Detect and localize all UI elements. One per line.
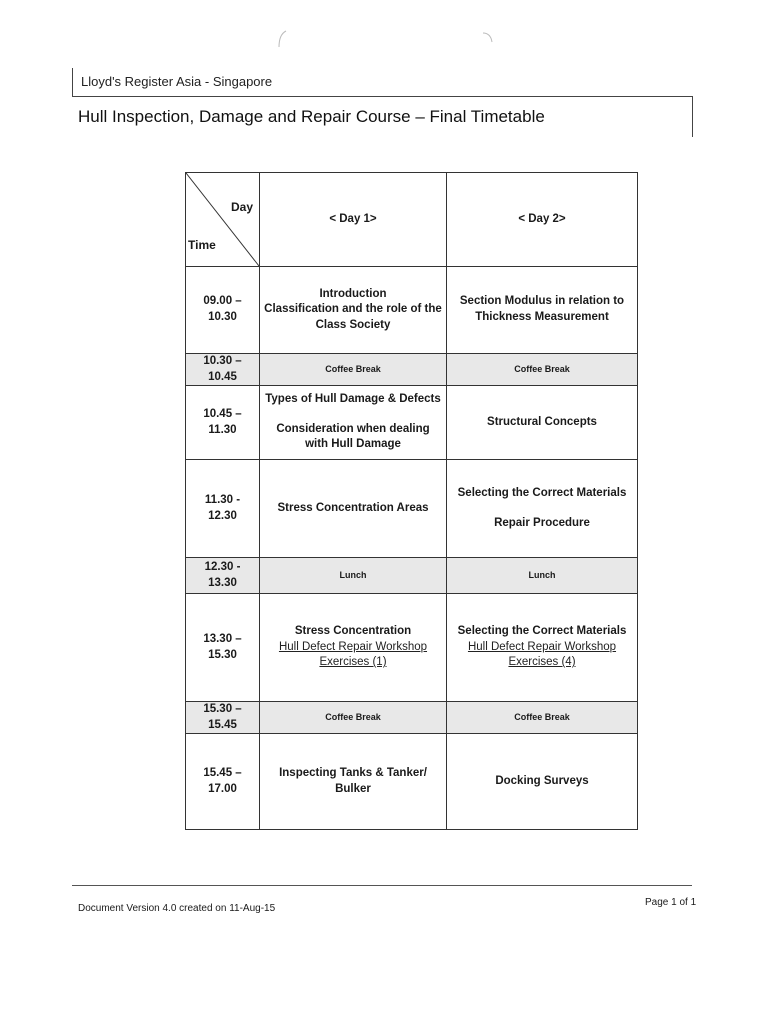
day1-header: < Day 1> xyxy=(260,173,447,267)
corner-time-label: Time xyxy=(188,238,216,252)
session-title: Types of Hull Damage & Defects xyxy=(265,393,441,406)
day2-session: Structural Concepts xyxy=(447,386,638,460)
day1-break: Coffee Break xyxy=(260,354,447,386)
document-title: Hull Inspection, Damage and Repair Course – Final Timetable xyxy=(78,107,545,126)
timetable xyxy=(185,172,638,830)
table-row-break xyxy=(186,702,638,734)
time-cell: 10.45 – 11.30 xyxy=(186,386,260,460)
table-row xyxy=(186,386,638,460)
day2-session xyxy=(447,594,638,702)
time-cell: 15.30 – 15.45 xyxy=(186,702,260,734)
day1-session xyxy=(260,267,447,354)
session-title: Stress Concentration xyxy=(294,625,412,638)
day1-session xyxy=(260,386,447,460)
workshop-exercise-link[interactable]: Hull Defect Repair Workshop Exercises (1) xyxy=(278,640,428,669)
table-row xyxy=(186,594,638,702)
day1-break: Coffee Break xyxy=(260,702,447,734)
time-cell: 11.30 - 12.30 xyxy=(186,460,260,558)
day1-session: Inspecting Tanks & Tanker/ Bulker xyxy=(260,734,447,830)
table-row xyxy=(186,267,638,354)
session-subtitle: Classification and the role of the Class Society xyxy=(264,303,442,331)
page-number: Page 1 of 1 xyxy=(645,897,697,908)
time-cell: 10.30 – 10.45 xyxy=(186,354,260,386)
workshop-exercise-link[interactable]: Hull Defect Repair Workshop Exercises (4) xyxy=(467,640,617,669)
document-version: Document Version 4.0 created on 11-Aug-15 xyxy=(78,903,276,914)
table-row xyxy=(186,734,638,830)
day2-session: Docking Surveys xyxy=(447,734,638,830)
day2-lunch: Lunch xyxy=(447,558,638,594)
day1-session xyxy=(260,594,447,702)
table-header-row xyxy=(186,173,638,267)
day2-break: Coffee Break xyxy=(447,354,638,386)
session-subtitle: Consideration when dealing with Hull Damage xyxy=(276,422,430,451)
table-row xyxy=(186,460,638,558)
day2-break: Coffee Break xyxy=(447,702,638,734)
footer-divider xyxy=(72,885,692,886)
day2-session: Section Modulus in relation to Thickness Measurement xyxy=(447,267,638,354)
time-cell: 12.30 - 13.30 xyxy=(186,558,260,594)
table-row-lunch xyxy=(186,558,638,594)
session-title: Selecting the Correct Materials xyxy=(457,487,627,500)
day2-header: < Day 2> xyxy=(447,173,638,267)
title-header xyxy=(72,97,693,137)
organization-header xyxy=(72,68,693,97)
corner-cell xyxy=(186,173,260,267)
punch-hole-mark-right xyxy=(482,30,494,48)
session-title: Selecting the Correct Materials xyxy=(457,625,627,638)
organization-name: Lloyd's Register Asia - Singapore xyxy=(81,74,273,89)
punch-hole-mark-left xyxy=(276,30,288,48)
day2-session xyxy=(447,460,638,558)
table-row-break xyxy=(186,354,638,386)
corner-day-label: Day xyxy=(230,200,253,214)
day1-lunch: Lunch xyxy=(260,558,447,594)
day1-session: Stress Concentration Areas xyxy=(260,460,447,558)
session-subtitle: Repair Procedure xyxy=(494,516,590,529)
time-cell: 15.45 – 17.00 xyxy=(186,734,260,830)
session-title: Introduction xyxy=(319,287,387,300)
time-cell: 09.00 – 10.30 xyxy=(186,267,260,354)
time-cell: 13.30 – 15.30 xyxy=(186,594,260,702)
